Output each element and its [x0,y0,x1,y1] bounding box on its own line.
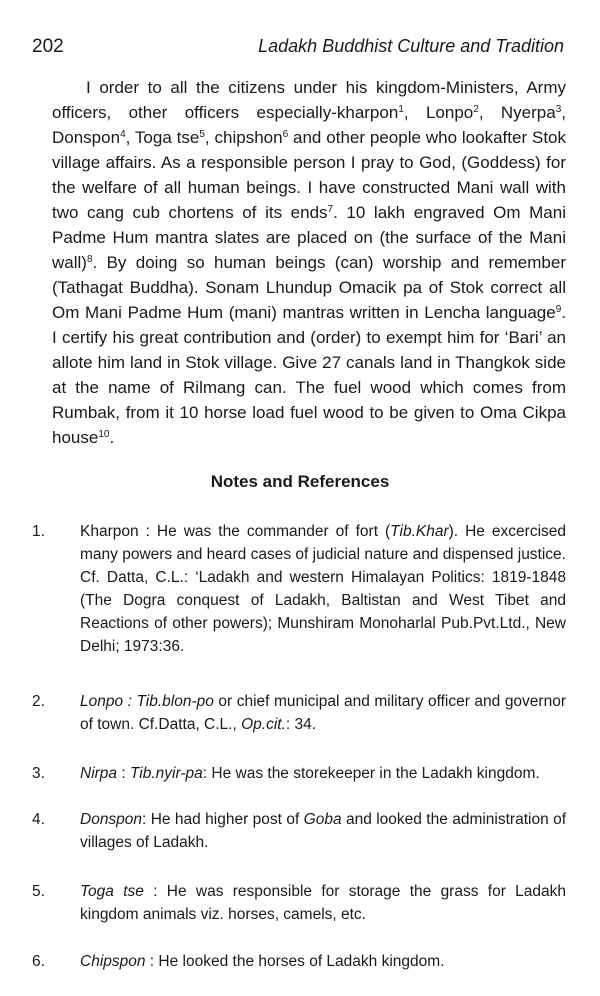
text-run: : [117,765,130,782]
footnote-ref-6[interactable]: 6 [282,129,289,140]
text-run: and looked the administration of villages of Ladakh. [80,811,566,851]
note-number: 5. [32,883,45,900]
text-run: , Donspon [52,103,567,147]
text-run: . [109,428,115,447]
note-text [80,950,566,973]
text-run: : 34. [285,716,317,733]
main-paragraph [52,75,566,450]
running-title: Ladakh Buddhist Culture and Tradition [258,36,564,56]
text-run: . I certify his great contribution and (order) to exempt him for ‘Bari’ an allote him land in Stok village. Give 27 canals land in Thangkok side at the name of Rilmang can. The fuel wood which comes from Rumbak, from it 10 horse load fuel wood to be given to Oma Cikpa house [52,303,566,447]
footnote-ref-4[interactable]: 4 [120,129,126,140]
notes-heading: Notes and References [210,472,390,491]
text-run: , chipshon [204,128,283,147]
text-run: , Nyerpa [478,103,556,122]
footnote-ref-5[interactable]: 5 [199,129,205,140]
text-run: ). He excercised many powers and heard cases of judicial nature and dispensed justice. Cf. Datta, C.L.: ‘Ladakh and western Himalayan Politics: 1819-1848 (The Dogra conquest of Ladakh, Baltistan and West Tibet and Reactions of other powers); Munshiram Monoharlal Pub.Pvt.Ltd., New Delhi; 1973:36. [80,523,566,655]
note-text [80,880,566,926]
footnote-ref-10[interactable]: 10 [98,429,110,440]
footnote-ref-7[interactable]: 7 [327,204,334,215]
footnote-ref-1[interactable]: 1 [398,104,404,115]
note-number: 2. [32,693,45,710]
note-number: 6. [32,953,45,970]
italic-run: Op.cit. [241,716,286,733]
italic-run: Goba [303,811,342,828]
italic-run: Chipspon [80,953,146,970]
note-number: 3. [32,765,45,782]
text-run: or chief municipal and military officer and governor of town. Cf.Datta, C.L., [80,693,566,733]
footnote-ref-9[interactable]: 9 [555,304,562,315]
page-number: 202 [32,36,64,57]
note-item-4 [32,808,566,854]
note-item-6 [32,950,566,973]
note-item-2 [32,690,566,736]
note-number: 1. [32,523,45,540]
text-run: , Lonpo [403,103,474,122]
text-run: Kharpon : He was the commander of fort ( [80,523,391,540]
note-text [80,690,566,736]
italic-run: Toga tse [80,883,144,900]
text-run: . 10 lakh engraved Om Mani Padme Hum mantra slates are placed on (the surface of the Mani wall) [52,203,566,272]
note-number: 4. [32,811,45,828]
text-run: I order to all the citizens under his kingdom-Ministers, Army officers, other officers especially-kharpon [52,78,566,122]
text-run: . By doing so human beings (can) worship and remember (Tathagat Buddha). Sonam Lhundup Omacik pa of Stok correct all Om Mani Padme Hum (mani) mantras written in Lencha language [52,253,566,322]
note-item-3 [32,762,566,785]
text-run: : He was responsible for storage the grass for Ladakh kingdom animals viz. horses, camels, etc. [80,883,567,923]
footnote-ref-3[interactable]: 3 [555,104,562,115]
note-item-1 [32,520,566,658]
text-run: and other people who lookafter Stok village affairs. As a responsible person I pray to God, (Goddess) for the welfare of all human beings. I have constructed Mani wall with two cang cub chortens of its ends [52,128,567,222]
footnote-ref-8[interactable]: 8 [86,254,93,265]
note-text [80,808,566,854]
italic-run: Donspon [80,811,143,828]
page-header [32,36,564,60]
italic-run: Tib.nyir-pa [129,765,203,782]
text-run: : He looked the horses of Ladakh kingdom. [145,953,445,970]
text-run: : He had higher post of [142,811,304,828]
italic-run: Nirpa [80,765,118,782]
note-text [80,520,566,658]
italic-run: Lonpo : Tib.blon-po [80,693,214,710]
italic-run: Tib.Khar [390,523,449,540]
body-paragraph [52,75,566,450]
text-run: , Toga tse [125,128,200,147]
footnote-ref-2[interactable]: 2 [473,104,479,115]
note-item-5 [32,880,566,926]
note-text [80,762,566,785]
text-run: : He was the storekeeper in the Ladakh kingdom. [202,765,540,782]
